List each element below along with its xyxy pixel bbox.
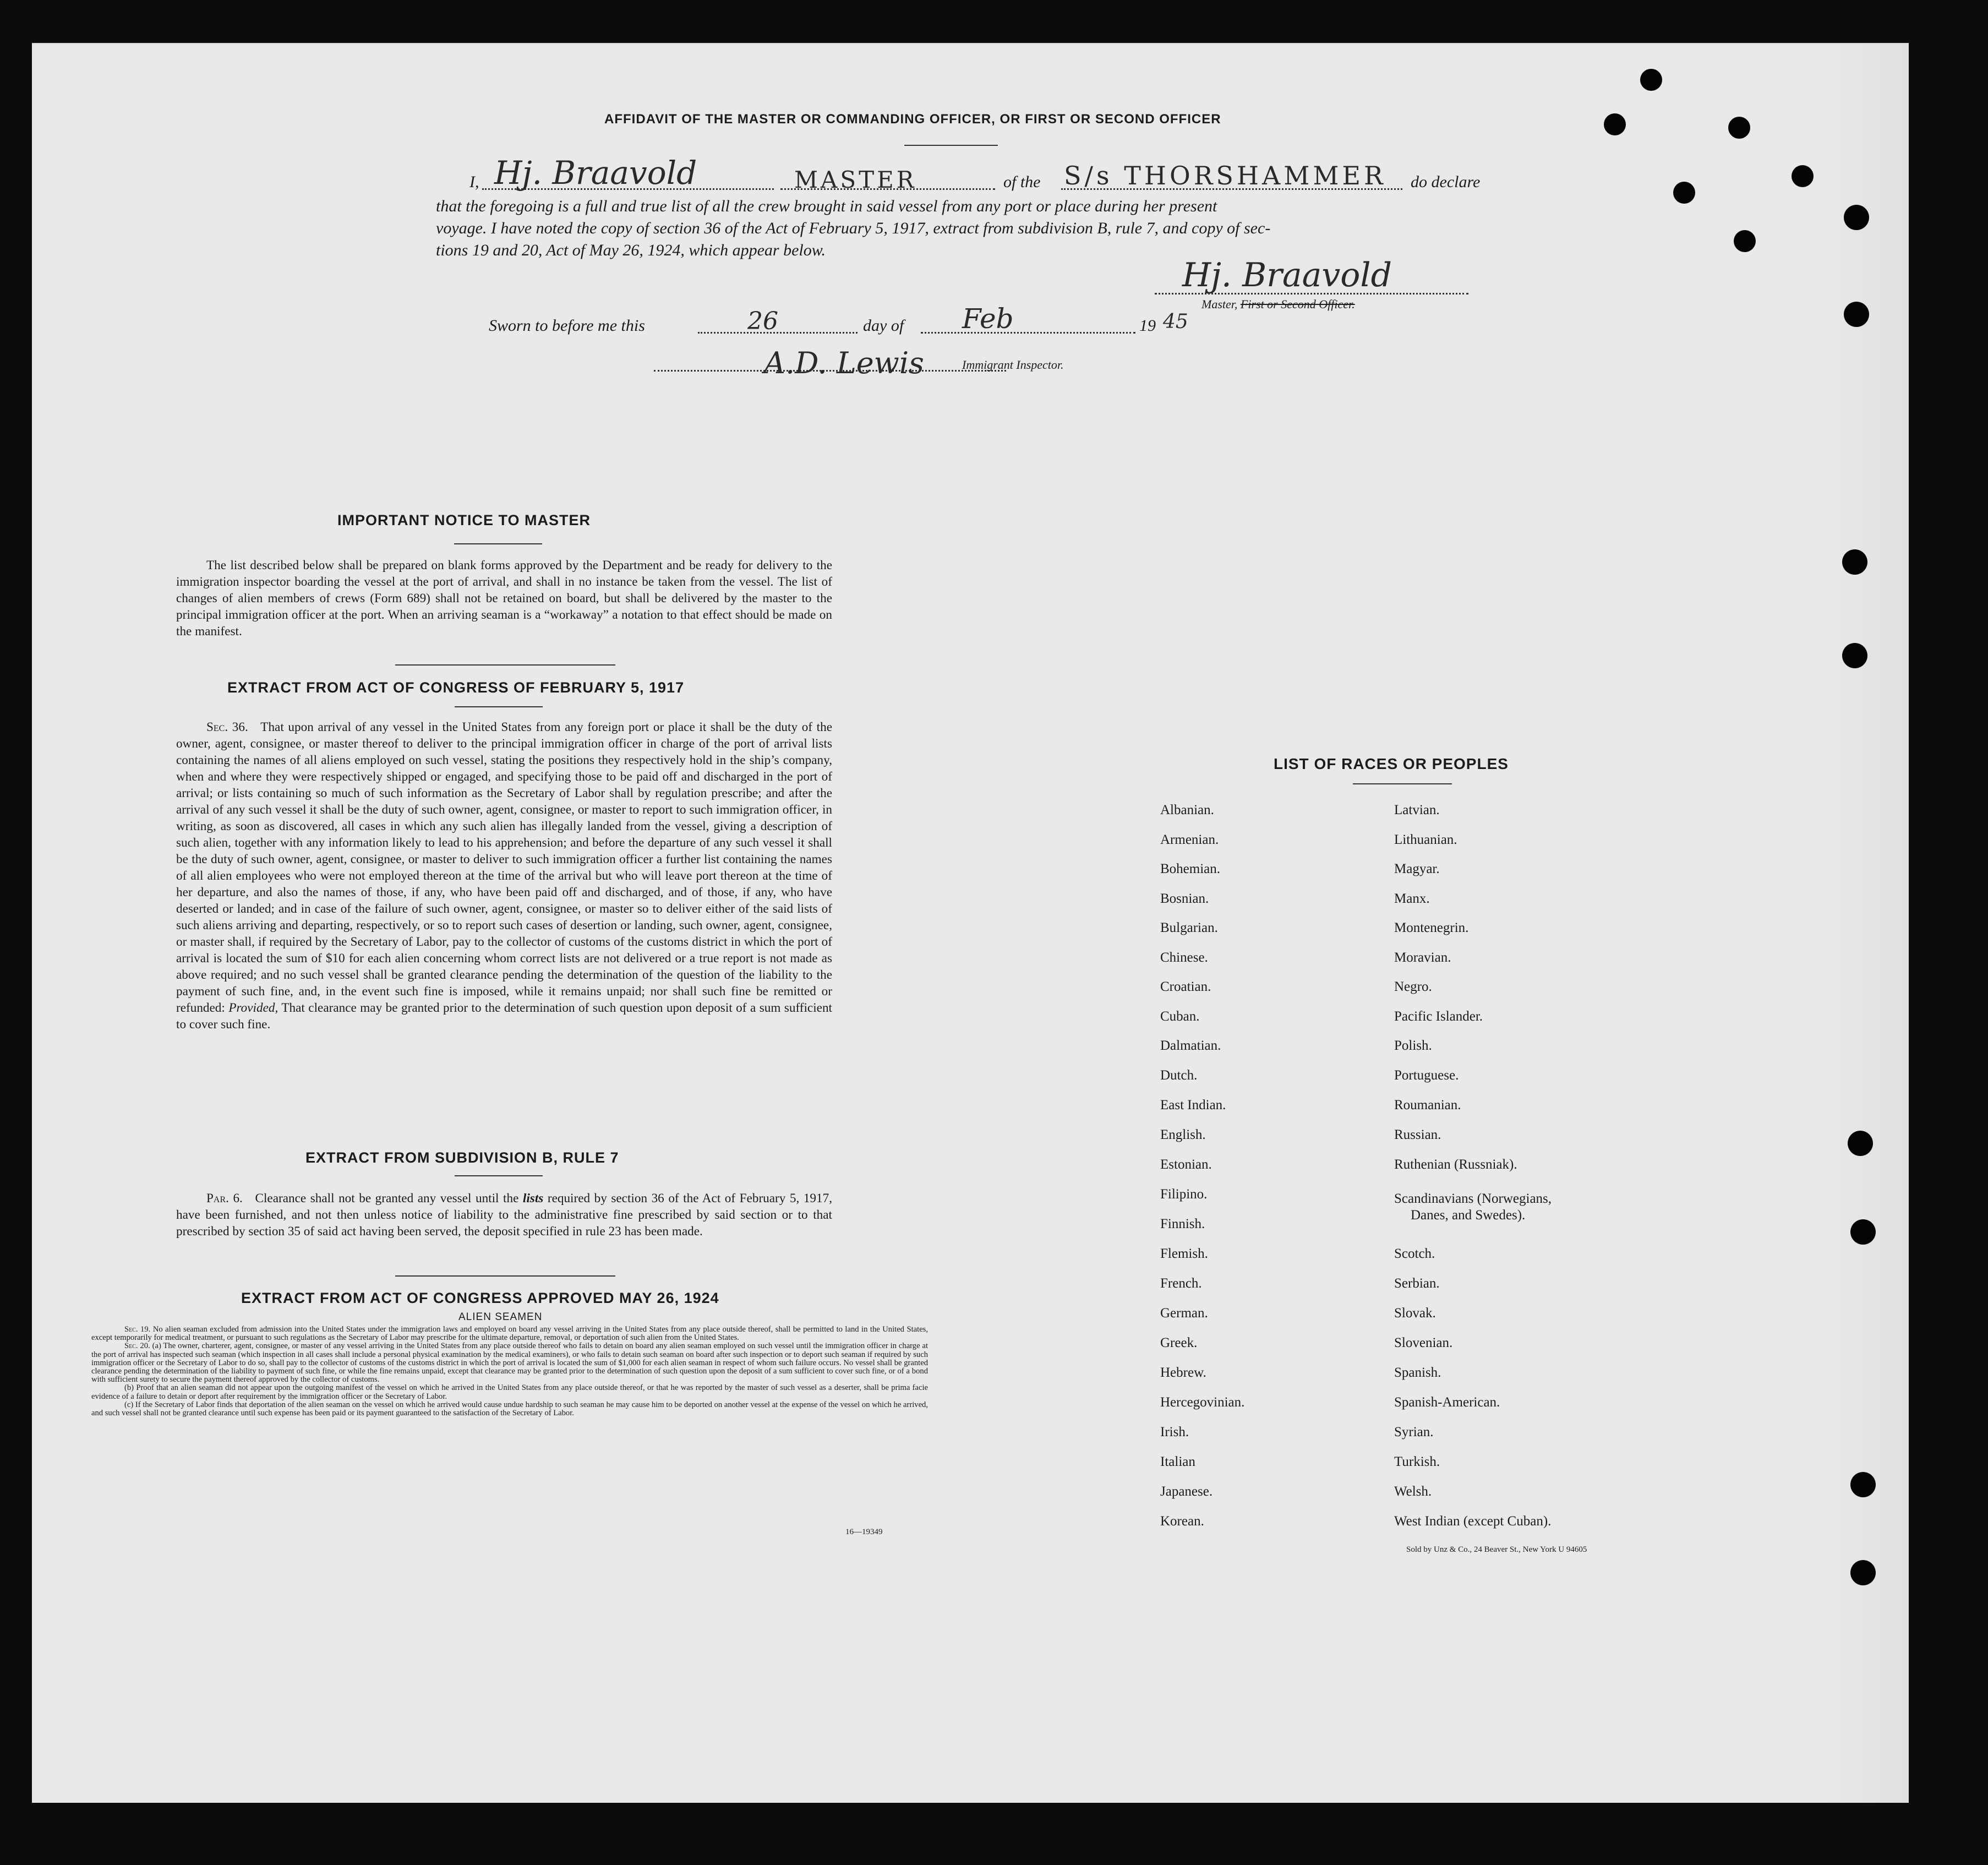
sec-20b-paragraph: (b) Proof that an alien seaman did not appear upon the outgoing manifest of the vessel on which he arrived in the United States from any place outside thereof, or that he was reported by the master of such vessel as a deserter, shall be prima facie evidence of a failure to detain or deport after requirement by the immigration officer or the Secretary of Labor.	[91, 1383, 928, 1401]
sec-20a-text: (a) The owner, charterer, agent, consignee, or master of any vessel arriving in the United States from any place outside thereof who fails to detain on board any alien seaman employed on such vessel until the immigration officer in charge at the port of arrival has inspected such seaman (which inspection in all cases shall include a personal physical examination by the medical examiners), or who fails to detain such seaman on board after such inspection or to deport such seaman if required by such immigration officer or the Secretary of Labor to do so, shall pay to the collector of customs of the customs district in which the port of arrival is located the sum of $1,000 for each alien seaman in respect of whom such failure occurs. No vessel shall be granted clearance pending the determination of the liability to payment of such fine, or while the fine remains unpaid, except that clearance may be granted prior to the determination of such question upon the deposit of a sum sufficient to cover such fine, or of a bond with sufficient surety to secure the payment thereof approved by the collector of customs.	[91, 1342, 929, 1384]
of-the-label: of the	[1003, 173, 1041, 191]
race-item: Ruthenian (Russniak).	[1394, 1157, 1517, 1172]
race-item: Dalmatian.	[1160, 1038, 1221, 1053]
sec-19-paragraph	[91, 1326, 928, 1342]
race-item: Scandinavians (Norwegians,	[1394, 1191, 1552, 1206]
day-handwritten: 26	[747, 307, 778, 335]
signature-caption-struck: First or Second Officer.	[1240, 297, 1355, 311]
vessel-field-line	[1061, 188, 1402, 190]
signature-line	[1155, 293, 1468, 295]
race-item: Roumanian.	[1394, 1098, 1461, 1113]
race-item: Lithuanian.	[1394, 832, 1457, 847]
position-handwritten: MASTER	[794, 166, 917, 193]
race-item: French.	[1160, 1276, 1202, 1291]
punch-hole	[1734, 230, 1756, 252]
race-item: Bosnian.	[1160, 891, 1209, 906]
race-item: Slovak.	[1394, 1306, 1436, 1321]
signature-caption	[1201, 297, 1355, 312]
race-item: Montenegrin.	[1394, 920, 1469, 935]
punch-hole	[1850, 1219, 1876, 1245]
par-6-label: Par. 6.	[206, 1191, 243, 1206]
race-item: Bulgarian.	[1160, 920, 1218, 935]
race-item: Welsh.	[1394, 1484, 1432, 1499]
inspector-caption: Immigrant Inspector.	[962, 358, 1064, 372]
act-1917-title: EXTRACT FROM ACT OF CONGRESS OF FEBRUARY 5, 1917	[227, 679, 685, 696]
do-declare-label: do declare	[1411, 173, 1481, 191]
race-item: Estonian.	[1160, 1157, 1212, 1172]
race-item: Japanese.	[1160, 1484, 1213, 1499]
affidavit-line-2: that the foregoing is a full and true list of all the crew brought in said vessel from any port or place during her present	[436, 197, 1217, 215]
race-item: West Indian (except Cuban).	[1394, 1514, 1552, 1529]
punch-hole	[1728, 117, 1750, 139]
punch-hole	[1673, 182, 1695, 204]
par-6-text-b: required by section 36 of the Act of February 5, 1917, have been furnished, and not then unless notice of liability to the administrative fine prescribed by said section or to that prescribed by section 35 of said act having been served, the deposit specified in rule 23 has been made.	[176, 1191, 833, 1239]
sec-20-label: Sec. 20.	[124, 1342, 150, 1351]
race-item: Scotch.	[1394, 1246, 1435, 1261]
race-item: Russian.	[1394, 1127, 1441, 1142]
race-item: Serbian.	[1394, 1276, 1440, 1291]
punch-hole	[1604, 113, 1626, 135]
race-item: English.	[1160, 1127, 1206, 1142]
race-item: Moravian.	[1394, 950, 1451, 965]
race-item: Flemish.	[1160, 1246, 1208, 1261]
race-item: Croatian.	[1160, 979, 1211, 994]
lists-word: lists	[522, 1191, 544, 1206]
year-prefix: 19	[1139, 317, 1156, 335]
rule-7-title: EXTRACT FROM SUBDIVISION B, RULE 7	[305, 1149, 619, 1166]
sec-20a-paragraph	[91, 1342, 928, 1384]
punch-hole	[1844, 205, 1869, 230]
punch-hole	[1844, 302, 1869, 327]
proviso-body: That clearance may be granted prior to the determination of such question upon deposit of a sum sufficient to cover such fine.	[176, 1001, 832, 1032]
race-item: Finnish.	[1160, 1217, 1205, 1231]
race-item: Magyar.	[1394, 861, 1440, 876]
race-item: Dutch.	[1160, 1068, 1198, 1083]
race-item: German.	[1160, 1306, 1208, 1321]
sec-19-text: No alien seaman excluded from admission into the United States under the immigration laws and employed on board any vessel arriving in the United States from any place outside thereof, shall be permitted to land in the United States, except temporarily for medical treatment, or pursuant to such regulations as the Secretary of Labor may prescribe for the ultimate departure, removal, or deportation of such alien from the United States.	[91, 1325, 928, 1343]
sec-19-label: Sec. 19.	[124, 1325, 151, 1334]
race-item: Spanish-American.	[1394, 1395, 1500, 1410]
notice-title: IMPORTANT NOTICE TO MASTER	[337, 512, 591, 528]
race-item: Hebrew.	[1160, 1365, 1206, 1380]
proviso-label: Provided,	[228, 1001, 278, 1015]
punch-hole	[1792, 165, 1814, 187]
master-signature: Hj. Braavold	[1182, 256, 1392, 295]
notice-title-rule	[454, 543, 542, 544]
title-rule	[904, 145, 998, 146]
race-item: Italian	[1160, 1454, 1195, 1469]
sec-20c-paragraph: (c) If the Secretary of Labor finds that deportation of the alien seaman on the vessel on which he arrived would cause undue hardship to such seaman he may cause him to be deported on another vessel at the expense of the vessel on which he arrived, and such vessel shall not be granted clearance until such expense has been paid or its payment guaranteed to the satisfaction of the Secretary of Labor.	[91, 1400, 928, 1418]
day-of-label: day of	[863, 317, 904, 335]
race-item: Portuguese.	[1394, 1068, 1459, 1083]
races-title-rule	[1353, 783, 1452, 784]
affidavit-line-3: voyage. I have noted the copy of section 36 of the Act of February 5, 1917, extract from subdivision B, rule 7, and copy of sec-	[436, 219, 1271, 237]
race-item: Filipino.	[1160, 1187, 1208, 1202]
race-item: Armenian.	[1160, 832, 1219, 847]
punch-hole	[1848, 1131, 1873, 1156]
act-1917-text	[176, 719, 832, 1033]
race-item: Irish.	[1160, 1425, 1189, 1439]
race-item: Negro.	[1394, 979, 1432, 994]
race-item: Korean.	[1160, 1514, 1204, 1529]
rule-7-text	[176, 1190, 832, 1240]
par-6-text-a: Clearance shall not be granted any vessel until the	[255, 1191, 519, 1206]
race-item: East Indian.	[1160, 1098, 1226, 1113]
year-handwritten: 45	[1163, 310, 1188, 333]
act-1917-title-rule	[455, 706, 543, 707]
act-1924-subtitle: ALIEN SEAMEN	[458, 1311, 543, 1323]
sworn-label: Sworn to before me this	[489, 317, 645, 335]
race-item: Cuban.	[1160, 1009, 1200, 1024]
race-item: Chinese.	[1160, 950, 1208, 965]
printer-imprint: Sold by Unz & Co., 24 Beaver St., New York U 94605	[1406, 1545, 1587, 1554]
sec-36-label: Sec. 36.	[206, 720, 248, 734]
vessel-name-handwritten: S/s THORSHAMMER	[1064, 161, 1386, 190]
sec-36-body: That upon arrival of any vessel in the United States from any foreign port or place it shall be the duty of the owner, agent, consignee, or master thereof to deliver to the principal immigration officer in charge of the port of arrival lists containing the names of all aliens employed on such vessel, stating the positions they respectively hold in the ship’s company, when and where they were respectively shipped or engaged, and specifying those to be paid off and discharged in the port of arrival; or lists containing so much of such information as the Secretary of Labor shall by regulation prescribe; and after the arrival of any such vessel it shall be the duty of such owner, agent, consignee, or master to report to such immigration officer, in writing, as soon as discovered, all cases in which any such alien has illegally landed from the vessel, giving a description of such alien, together with any information likely to lead to his apprehension; and before the departure of any such vessel it shall be the duty of such owner, agent, consignee, or master to deliver to such immigration officer a further list containing the names of all alien employees who were not employed thereon at the time of the arrival but who will leave port thereon at the time of her departure, and also the names of those, if any, who have been paid off and discharged, and of those, if any, who have deserted or landed; and in case of the failure of such owner, agent, consignee, or master so to deliver either of the said lists of such aliens arriving and departing, respectively, or so to report such cases of desertion or landing, such owner, agent, consignee, or master shall, if required by the Secretary of Labor, pay to the collector of customs of the customs district in which the port of arrival is located the sum of $10 for each alien concerning whom correct lists are not delivered or a true report is not made as above required; and no such vessel shall be granted clearance pending the determination of the question of the liability to the payment of such fine, and, in the event such fine is imposed, while it remains unpaid; nor shall such fine be remitted or refunded:	[176, 720, 832, 1015]
race-item: Pacific Islander.	[1394, 1009, 1483, 1024]
month-handwritten: Feb	[962, 303, 1014, 335]
punch-hole	[1842, 643, 1867, 668]
position-field-line	[780, 188, 995, 190]
rule-7-divider	[395, 1275, 615, 1277]
master-name-handwritten: Hj. Braavold	[494, 154, 697, 192]
race-item: Spanish.	[1394, 1365, 1441, 1380]
notice-text: The list described below shall be prepared on blank forms approved by the Department and be ready for delivery to the immigration inspector boarding the vessel at the port of arrival, and shall in no instance be taken from the vessel. The list of changes of alien members of crews (Form 689) shall not be retained on board, but shall be delivered by the master to the principal immigration officer at the port. When an arriving seaman is a “workaway” a notation to that effect should be made on the manifest.	[176, 558, 832, 639]
month-field-line	[921, 332, 1135, 334]
race-item: Manx.	[1394, 891, 1430, 906]
document-page	[32, 43, 1909, 1803]
punch-hole	[1850, 1560, 1876, 1585]
race-item: Slovenian.	[1394, 1335, 1453, 1350]
inspector-signature: A.D. Lewis	[764, 346, 924, 380]
race-item: Albanian.	[1160, 803, 1214, 817]
race-item: Turkish.	[1394, 1454, 1440, 1469]
race-item: Syrian.	[1394, 1425, 1434, 1439]
affidavit-title: AFFIDAVIT OF THE MASTER OR COMMANDING OFFICER, OR FIRST OR SECOND OFFICER	[604, 112, 1221, 127]
punch-hole	[1842, 549, 1867, 575]
race-item: Polish.	[1394, 1038, 1432, 1053]
signature-caption-master: Master,	[1201, 297, 1238, 311]
race-item: Bohemian.	[1160, 861, 1221, 876]
race-item: Greek.	[1160, 1335, 1198, 1350]
punch-hole	[1850, 1472, 1876, 1497]
notice-divider	[395, 664, 615, 666]
punch-hole	[1640, 69, 1662, 91]
form-number: 16—19349	[845, 1528, 883, 1536]
act-1924-text	[91, 1326, 928, 1417]
race-item: Latvian.	[1394, 803, 1440, 817]
affidavit-i: I,	[469, 173, 479, 191]
races-title: LIST OF RACES OR PEOPLES	[1274, 755, 1509, 772]
act-1924-title: EXTRACT FROM ACT OF CONGRESS APPROVED MAY 26, 1924	[241, 1290, 719, 1306]
affidavit-line-4: tions 19 and 20, Act of May 26, 1924, which appear below.	[436, 241, 826, 259]
rule-7-title-rule	[455, 1175, 543, 1176]
race-item: Hercegovinian.	[1160, 1395, 1245, 1410]
race-item: Danes, and Swedes).	[1411, 1208, 1526, 1223]
